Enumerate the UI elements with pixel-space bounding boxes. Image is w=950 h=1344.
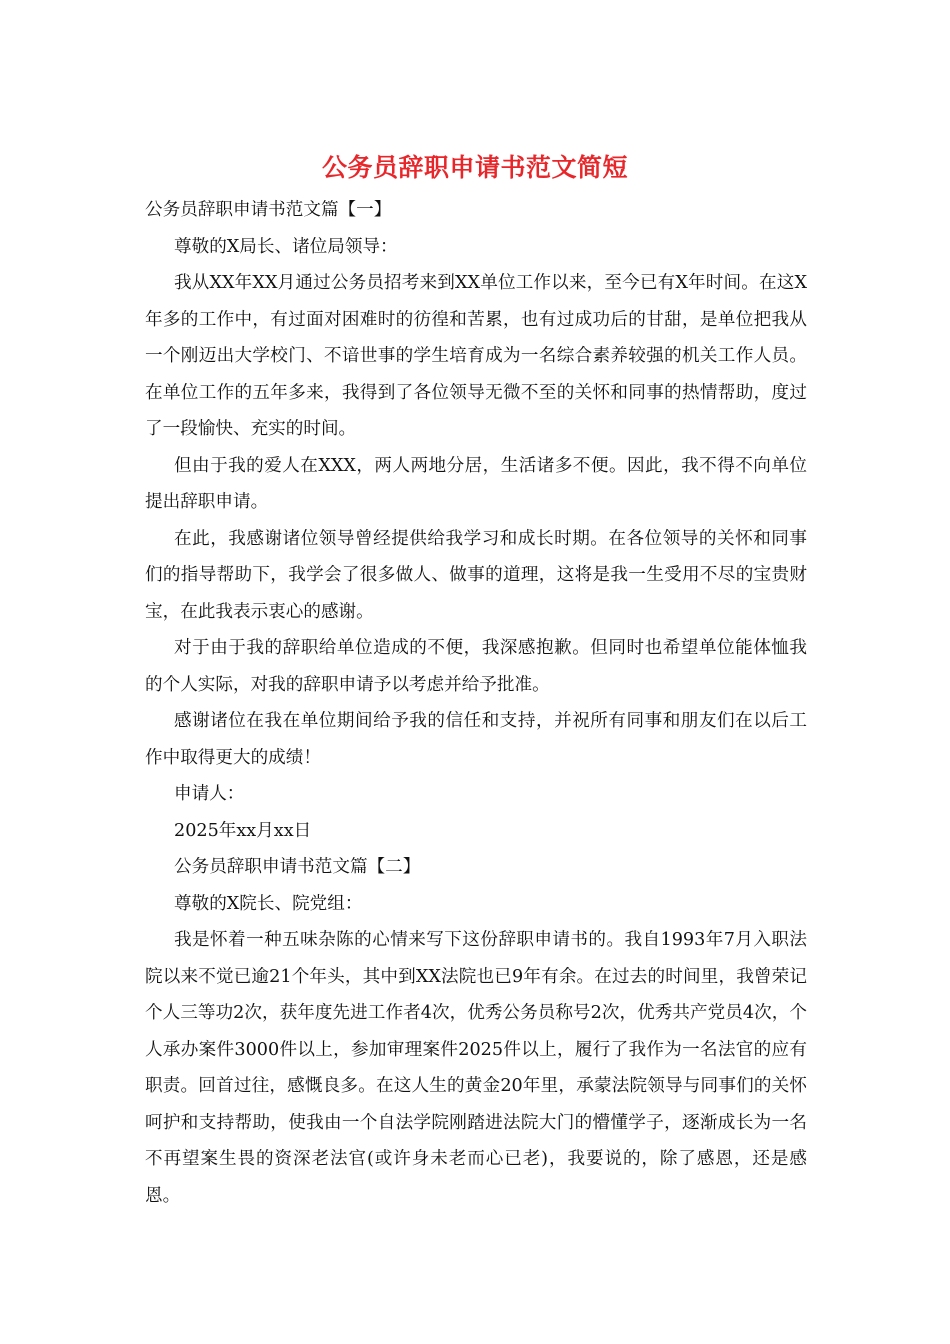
salutation-1: 尊敬的X局长、诸位局领导： <box>174 236 398 257</box>
date-line: 2025年xx月xx日 <box>174 820 312 841</box>
paragraph-5: 感谢诸位在我在单位期间给予我的信任和支持，并祝所有同事和朋友们在以后工作中取得更大的成绩！ <box>145 711 807 768</box>
document-body <box>145 192 807 1214</box>
applicant-label: 申请人： <box>174 784 245 804</box>
section-heading-2: 公务员辞职申请书范文篇【二】 <box>174 857 421 877</box>
document-title: 公务员辞职申请书范文简短 <box>321 153 628 182</box>
paragraph-3: 在此，我感谢诸位领导曾经提供给我学习和成长时期。在各位领导的关怀和同事们的指导帮助下，我学会了很多做人、做事的道理，这将是我一生受用不尽的宝贵财宝，在此我表示衷心的感谢。 <box>145 528 807 622</box>
salutation-2: 尊敬的X院长、院党组： <box>174 893 363 914</box>
paragraph-6: 我是怀着一种五味杂陈的心情来写下这份辞职申请书的。我自1993年7月入职法院以来不觉已逾21个年头，其中到XX法院也已9年有余。在过去的时间里，我曾荣记个人三等功2次，获年度先进工作者4次，优秀公务员称号2次，优秀共产党员4次，个人承办案件3000件以上，参加审理案件2025件以上，履行了我作为一名法官的应有职责。回首过往，感慨良多。在这人生的黄金20年里，承蒙法院领导与同事们的关怀呵护和支持帮助，使我由一个自法学院刚踏进法院大门的懵懂学子，逐渐成长为一名不再望案生畏的资深老法官(或许身未老而心已老)，我要说的，除了感恩，还是感恩。 <box>145 930 807 1206</box>
section-heading-1: 公务员辞职申请书范文篇【一】 <box>145 200 392 220</box>
paragraph-4: 对于由于我的辞职给单位造成的不便，我深感抱歉。但同时也希望单位能体恤我的个人实际，对我的辞职申请予以考虑并给予批准。 <box>145 638 807 695</box>
paragraph-2: 但由于我的爱人在XXX，两人两地分居，生活诸多不便。因此，我不得不向单位提出辞职申请。 <box>145 455 807 512</box>
paragraph-1: 我从XX年XX月通过公务员招考来到XX单位工作以来，至今已有X年时间。在这X年多的工作中，有过面对困难时的彷徨和苦累，也有过成功后的甘甜，是单位把我从一个刚迈出大学校门、不谙世事的学生培育成为一名综合素养较强的机关工作人员。在单位工作的五年多来，我得到了各位领导无微不至的关怀和同事的热情帮助，度过了一段愉快、充实的时间。 <box>145 273 807 439</box>
